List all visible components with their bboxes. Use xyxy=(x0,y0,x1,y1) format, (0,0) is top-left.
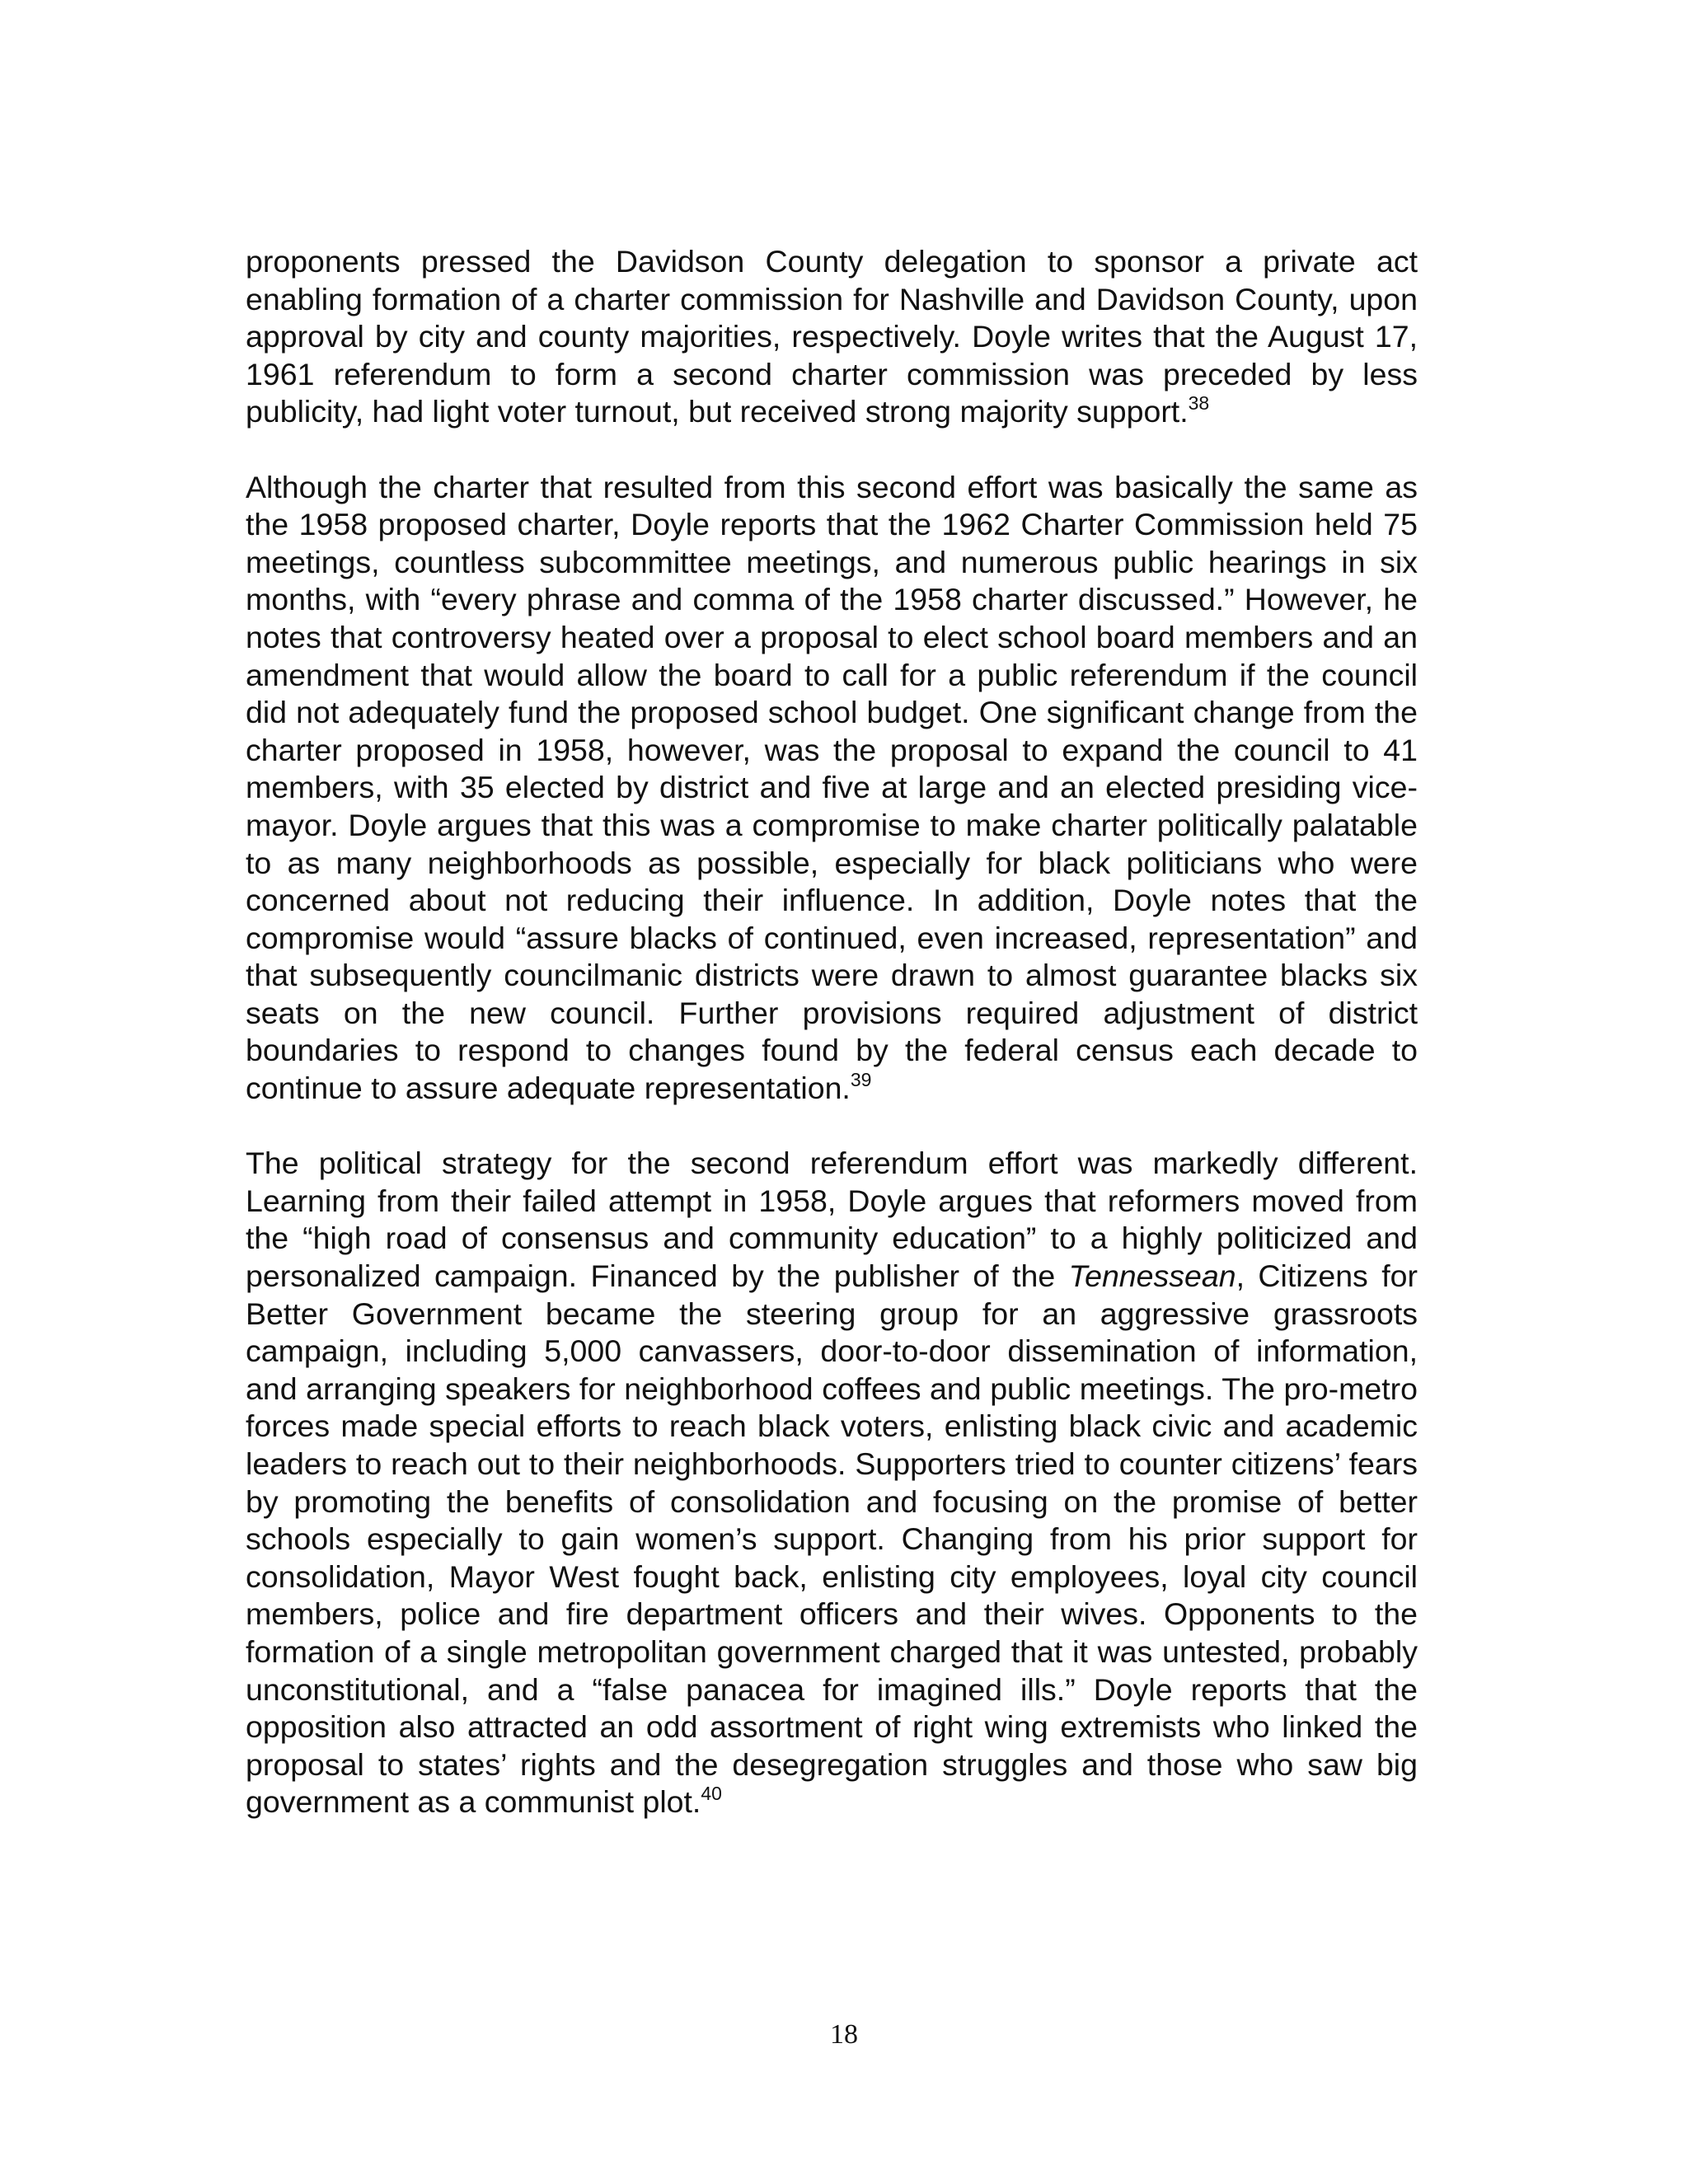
paragraph-1 xyxy=(246,243,1418,431)
paragraph-2 xyxy=(246,469,1418,1108)
paragraph-3-text-end: , Citizens for Better Government became the steering group for an aggressive grassroots campaign, including 5,000 canvassers, door-to-door dissemination of information, and arranging speakers for neighborhood coffees and public meetings. The pro-metro forces made special efforts to reach black voters, enlisting black civic and academic leaders to reach out to their neighborhoods. Supporters tried to counter citizens’ fears by promoting the benefits of consolidation and focusing on the promise of better schools especially to gain women’s support. Changing from his prior support for consolidation, Mayor West fought back, enlisting city employees, loyal city council members, police and fire department officers and their wives. Opponents to the formation of a single metropolitan government charged that it was untested, probably unconstitutional, and a “false panacea for imagined ills.” Doyle reports that the opposition also attracted an odd assortment of right wing extremists who linked the proposal to states’ rights and the desegregation struggles and those who saw big government as a communist plot. xyxy=(246,1258,1418,1820)
footnote-ref-38: 38 xyxy=(1188,392,1210,415)
body-text xyxy=(246,243,1418,1821)
footnote-ref-40: 40 xyxy=(701,1783,722,1805)
paragraph-3-text-start: The political strategy for the second referendum effort was markedly different. Learning from their failed attempt in 1958, Doyle argues that reformers moved from the “high road of consensus and community education” to a highly politicized and personalized campaign. Financed by the publisher of the xyxy=(246,1146,1418,1294)
newspaper-title-italic: Tennessean xyxy=(1068,1258,1236,1294)
paragraph-3 xyxy=(246,1145,1418,1821)
paragraph-1-text: proponents pressed the Davidson County delegation to sponsor a private act enabling formation of a charter commission for Nashville and Davidson County, upon approval by city and county majorities, respectively. Doyle writes that the August 17, 1961 referendum to form a second charter commission was preceded by less publicity, had light voter turnout, but received strong majority support. xyxy=(246,244,1418,429)
paragraph-2-text: Although the charter that resulted from this second effort was basically the same as the 1958 proposed charter, Doyle reports that the 1962 Charter Commission held 75 meetings, countless subcommittee meetings, and numerous public hearings in six months, with “every phrase and comma of the 1958 charter discussed.” However, he notes that controversy heated over a proposal to elect school board members and an amendment that would allow the board to call for a public referendum if the council did not adequately fund the proposed school budget. One significant change from the charter proposed in 1958, however, was the proposal to expand the council to 41 members, with 35 elected by district and five at large and an elected presiding vice-mayor. Doyle argues that this was a compromise to make charter politically palatable to as many neighborhoods as possible, especially for black politicians who were concerned about not reducing their influence. In addition, Doyle notes that the compromise would “assure blacks of continued, even increased, representation” and that subsequently councilmanic districts were drawn to almost guarantee blacks six seats on the new council. Further provisions required adjustment of district boundaries to respond to changes found by the federal census each decade to continue to assure adequate representation. xyxy=(246,469,1418,1106)
footnote-ref-39: 39 xyxy=(850,1069,872,1091)
page-number: 18 xyxy=(830,2019,858,2050)
